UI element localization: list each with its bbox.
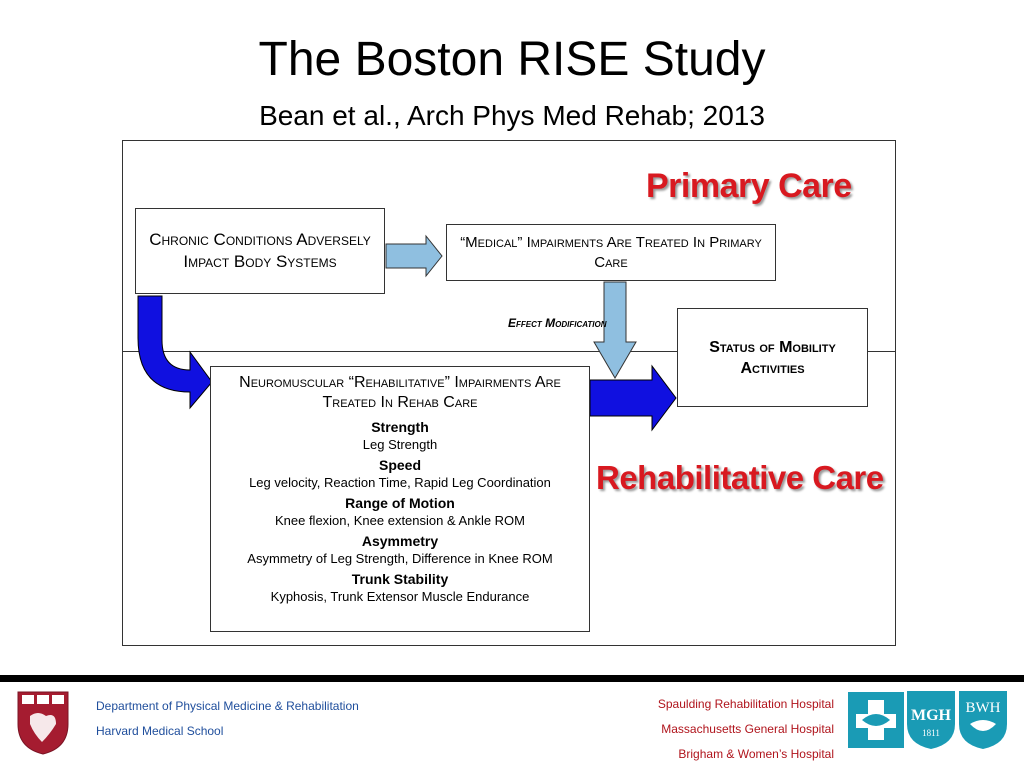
medical-impairments-text: “Medical” Impairments Are Treated In Primary Care bbox=[460, 233, 762, 271]
hospital-bwh: Brigham & Women’s Hospital bbox=[678, 747, 834, 761]
mgh-logo-year: 1811 bbox=[922, 728, 940, 738]
chronic-conditions-box bbox=[135, 208, 385, 294]
harvard-shield-logo bbox=[16, 690, 70, 756]
category-title: Speed bbox=[378, 457, 421, 473]
mgh-logo bbox=[906, 690, 956, 750]
category-detail: Knee flexion, Knee extension & Ankle ROM bbox=[274, 513, 526, 528]
arrow-conditions-to-rehab-curved bbox=[138, 296, 212, 408]
medical-impairments-box bbox=[446, 224, 776, 281]
hospital-spaulding: Spaulding Rehabilitation Hospital bbox=[657, 697, 834, 711]
footer-bar bbox=[0, 675, 1024, 682]
mobility-status-text: Status of Mobility Activities bbox=[709, 338, 836, 377]
rehabilitative-care-label: Rehabilitative Care bbox=[596, 459, 884, 496]
bwh-logo-text: BWH bbox=[965, 700, 1001, 716]
arrow-medical-to-rehab bbox=[594, 282, 636, 378]
category-title: Asymmetry bbox=[361, 533, 439, 549]
arrow-conditions-to-medical bbox=[386, 236, 442, 276]
category-detail: Leg velocity, Reaction Time, Rapid Leg Coordination bbox=[249, 475, 551, 490]
school-name: Harvard Medical School bbox=[96, 724, 224, 738]
bwh-logo bbox=[958, 690, 1008, 750]
category-detail: Kyphosis, Trunk Extensor Muscle Endurance bbox=[270, 589, 530, 604]
mobility-status-box bbox=[677, 308, 868, 407]
category-title: Trunk Stability bbox=[351, 571, 449, 587]
category-detail: Leg Strength bbox=[362, 437, 438, 452]
category-detail: Asymmetry of Leg Strength, Difference in Knee ROM bbox=[247, 551, 553, 566]
spaulding-logo bbox=[848, 692, 904, 748]
slide-subtitle: Bean et al., Arch Phys Med Rehab; 2013 bbox=[259, 100, 765, 131]
arrow-rehab-to-mobility bbox=[590, 366, 676, 430]
chronic-conditions-text: Chronic Conditions Adversely Impact Body Systems bbox=[149, 230, 371, 271]
rehab-box-heading: Neuromuscular “Rehabilitative” Impairments Are Treated In Rehab Care bbox=[239, 374, 561, 411]
category-title: Range of Motion bbox=[345, 495, 455, 511]
rehab-impairments-box bbox=[210, 366, 590, 632]
category-title: Strength bbox=[371, 419, 429, 435]
mgh-logo-text: MGH bbox=[911, 707, 951, 724]
hospital-mgh: Massachusetts General Hospital bbox=[661, 722, 834, 736]
slide-title: The Boston RISE Study bbox=[258, 33, 766, 86]
primary-care-label: Primary Care bbox=[646, 167, 852, 205]
effect-modification-label: Effect Modification bbox=[508, 316, 607, 330]
department-name: Department of Physical Medicine & Rehabilitation bbox=[96, 699, 359, 713]
